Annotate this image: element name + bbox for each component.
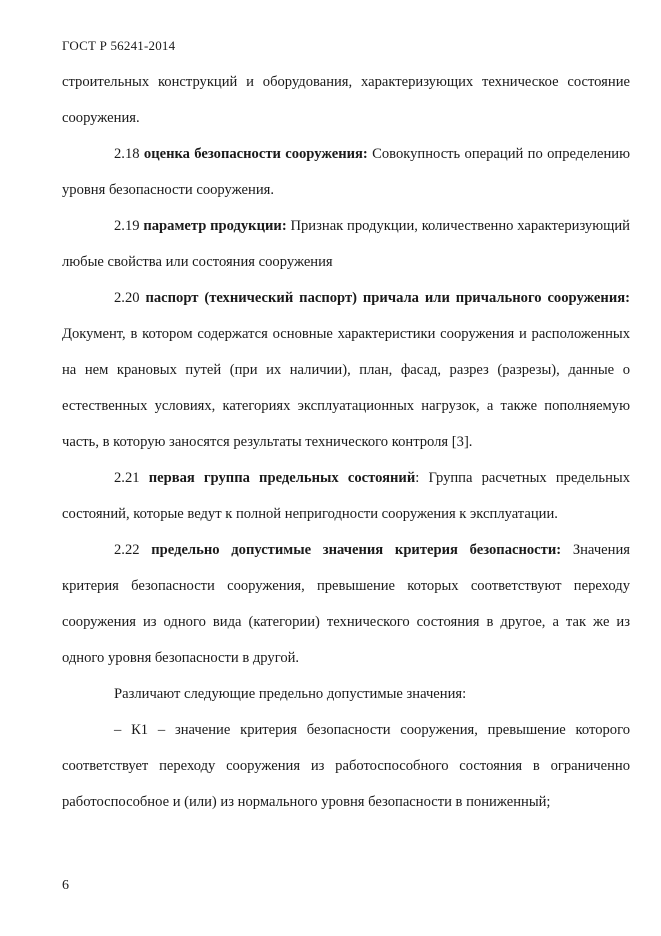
definition-text: Совокупность операций по определению уровня безопасности сооружения. — [62, 146, 630, 198]
clause-number: 2.21 — [114, 470, 140, 486]
definition-2-18 — [62, 136, 630, 208]
definition-text: Значения критерия безопасности сооружения, превышение которых соответствуют переходу сооружения из одного вида (категории) технического состояния в другое, а так же из одного уровня безопасности в другой. — [62, 542, 630, 666]
document-header: ГОСТ Р 56241-2014 — [62, 38, 176, 53]
definition-2-20 — [62, 280, 630, 460]
defined-term: паспорт (технический паспорт) причала или причального сооружения: — [145, 290, 630, 306]
defined-term: первая группа предельных состояний — [148, 470, 416, 486]
paragraph-continuation: строительных конструкций и оборудования, характеризующих техническое состояние сооружения. — [62, 74, 630, 126]
definition-2-19 — [62, 208, 630, 280]
clause-number: 2.18 — [114, 146, 140, 162]
clause-number: 2.20 — [114, 290, 140, 306]
definition-text: : Группа расчетных предельных состояний, которые ведут к полной непригодности сооружения к эксплуатации. — [62, 470, 630, 522]
defined-term: оценка безопасности сооружения: — [143, 146, 368, 162]
defined-term: предельно допустимые значения критерия безопасности: — [151, 542, 562, 558]
distinguish-paragraph: Различают следующие предельно допустимые значения: — [114, 686, 467, 702]
definition-2-21 — [62, 460, 630, 532]
definition-text: Признак продукции, количественно характеризующий любые свойства или состояния сооружения — [62, 218, 630, 270]
clause-number: 2.22 — [114, 542, 140, 558]
page-number: 6 — [62, 878, 69, 893]
page-body — [62, 64, 630, 820]
definition-text: Документ, в котором содержатся основные характеристики сооружения и расположенных на нем крановых путей (при их наличии), план, фасад, разрез (разрезы), данные о естественных условиях, категориях эксплуатационных нагрузок, а также пополняемую часть, в которую заносятся результаты технического контроля [3]. — [62, 326, 630, 450]
clause-number: 2.19 — [114, 218, 140, 234]
definition-2-22 — [62, 532, 630, 676]
defined-term: параметр продукции: — [143, 218, 287, 234]
k1-paragraph: – К1 – значение критерия безопасности сооружения, превышение которого соответствует переходу сооружения из работоспособного состояния в ограниченно работоспособное и (или) из нормального уровня безопасности в пониженный; — [62, 722, 630, 810]
